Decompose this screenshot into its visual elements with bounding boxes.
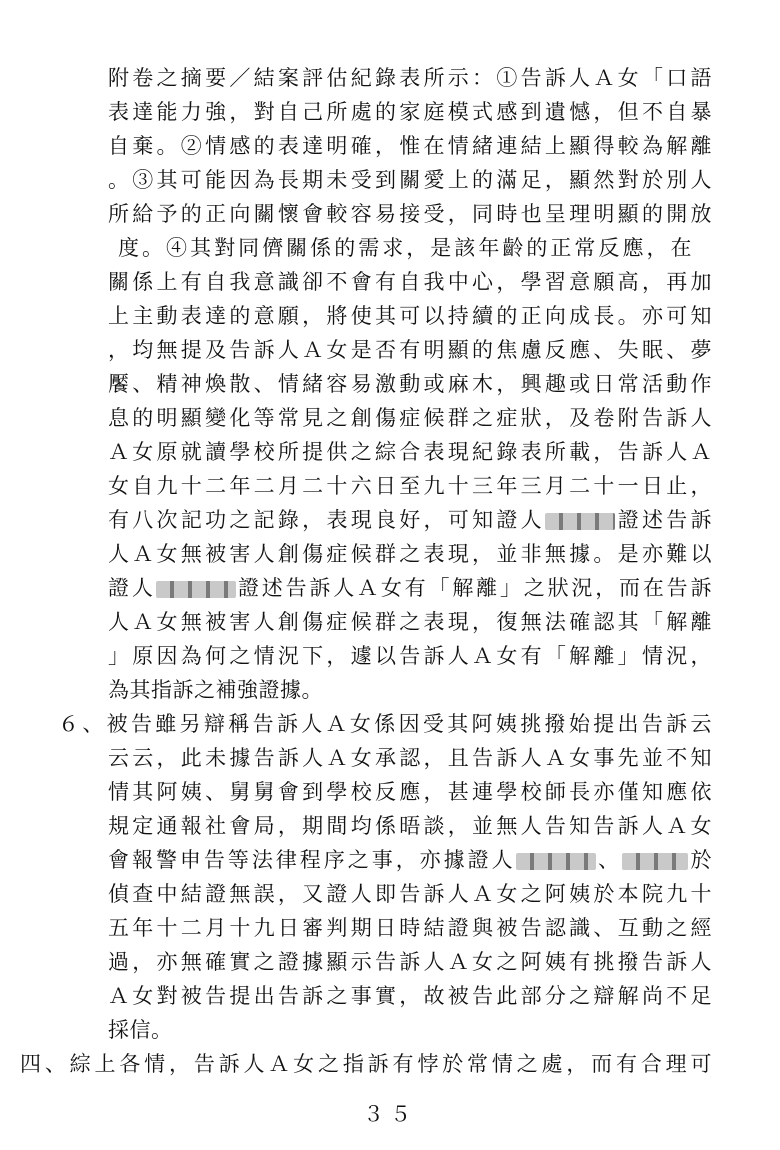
- text-line: 過，亦無確實之證據顯示告訴人Ａ女之阿姨有挑撥告訴人: [108, 950, 712, 974]
- redacted-name: [516, 853, 596, 870]
- text-line: 」原因為何之情況下，遽以告訴人Ａ女有「解離」情況，: [108, 644, 712, 668]
- text-segment: 有八次記功之記錄，表現良好，可知證人: [108, 508, 545, 532]
- text-segment: 證述告訴: [614, 508, 713, 532]
- list-item-heading: ６、被告雖另辯稱告訴人Ａ女係因受其阿姨挑撥始提出告訴云: [58, 712, 712, 736]
- text-segment: 、: [595, 848, 623, 872]
- text-line: 自棄。②情感的表達明確，惟在情緒連結上顯得較為解離: [108, 134, 712, 158]
- text-line: 偵查中結證無誤，又證人即告訴人Ａ女之阿姨於本院九十: [108, 882, 712, 906]
- text-line: 女自九十二年二月二十六日至九十三年三月二十一日止，: [108, 474, 712, 498]
- text-line: [108, 843, 712, 877]
- text-line: 度。④其對同儕關係的需求，是該年齡的正常反應，在: [118, 236, 692, 260]
- text-segment: 證人: [108, 576, 156, 600]
- text-segment: 證述告訴人Ａ女有「解離」之狀況，而在告訴: [235, 576, 713, 600]
- text-line: 云云，此未據告訴人Ａ女承認，且告訴人Ａ女事先並不知: [108, 746, 712, 770]
- text-line: 。③其可能因為長期未受到關愛上的滿足，顯然對於別人: [108, 168, 712, 192]
- text-line: 關係上有自我意識卻不會有自我中心，學習意願高，再加: [108, 270, 712, 294]
- text-line: 所給予的正向關懷會較容易接受，同時也呈理明顯的開放: [108, 202, 712, 226]
- text-line: 為其指訴之補強證據。: [108, 678, 323, 702]
- text-line: Ａ女對被告提出告訴之事實，故被告此部分之辯解尚不足: [108, 984, 712, 1008]
- text-line: 五年十二月十九日審判期日時結證與被告認識、互動之經: [108, 916, 712, 940]
- text-line: 規定通報社會局，期間均係晤談，並無人告知告訴人Ａ女: [108, 814, 712, 838]
- text-line: 人Ａ女無被害人創傷症候群之表現，並非無據。是亦難以: [108, 542, 712, 566]
- text-line: [108, 503, 712, 537]
- text-line: ，均無提及告訴人Ａ女是否有明顯的焦慮反應、失眠、夢: [108, 338, 712, 362]
- text-line: 人Ａ女無被害人創傷症候群之表現，復無法確認其「解離: [108, 610, 712, 634]
- text-line: 饜、精神煥散、情緒容易激動或麻木，興趣或日常活動作: [108, 372, 712, 396]
- text-segment: 會報警申告等法律程序之事，亦據證人: [108, 848, 516, 872]
- section-heading: 四、綜上各情，告訴人Ａ女之指訴有悖於常情之處，而有合理可: [20, 1052, 712, 1076]
- redacted-name: [545, 513, 615, 530]
- text-line: 採信。: [108, 1018, 173, 1042]
- text-line: 情其阿姨、舅舅會到學校反應，甚連學校師長亦僅知應依: [108, 780, 712, 804]
- text-line: 上主動表達的意願，將使其可以持續的正向成長。亦可知: [108, 304, 712, 328]
- text-line: 表達能力強，對自己所處的家庭模式感到遺憾，但不自暴: [108, 100, 712, 124]
- text-line: 息的明顯變化等常見之創傷症候群之症狀，及卷附告訴人: [108, 406, 712, 430]
- text-line: [108, 571, 712, 605]
- text-segment: 於: [688, 848, 713, 872]
- redacted-name: [622, 853, 688, 870]
- redacted-name: [156, 581, 236, 598]
- text-line: 附卷之摘要／結案評估紀錄表所示：①告訴人Ａ女「口語: [108, 66, 712, 90]
- text-line: Ａ女原就讀學校所提供之綜合表現紀錄表所載，告訴人Ａ: [108, 440, 712, 464]
- page-number: ３５: [363, 1102, 417, 1126]
